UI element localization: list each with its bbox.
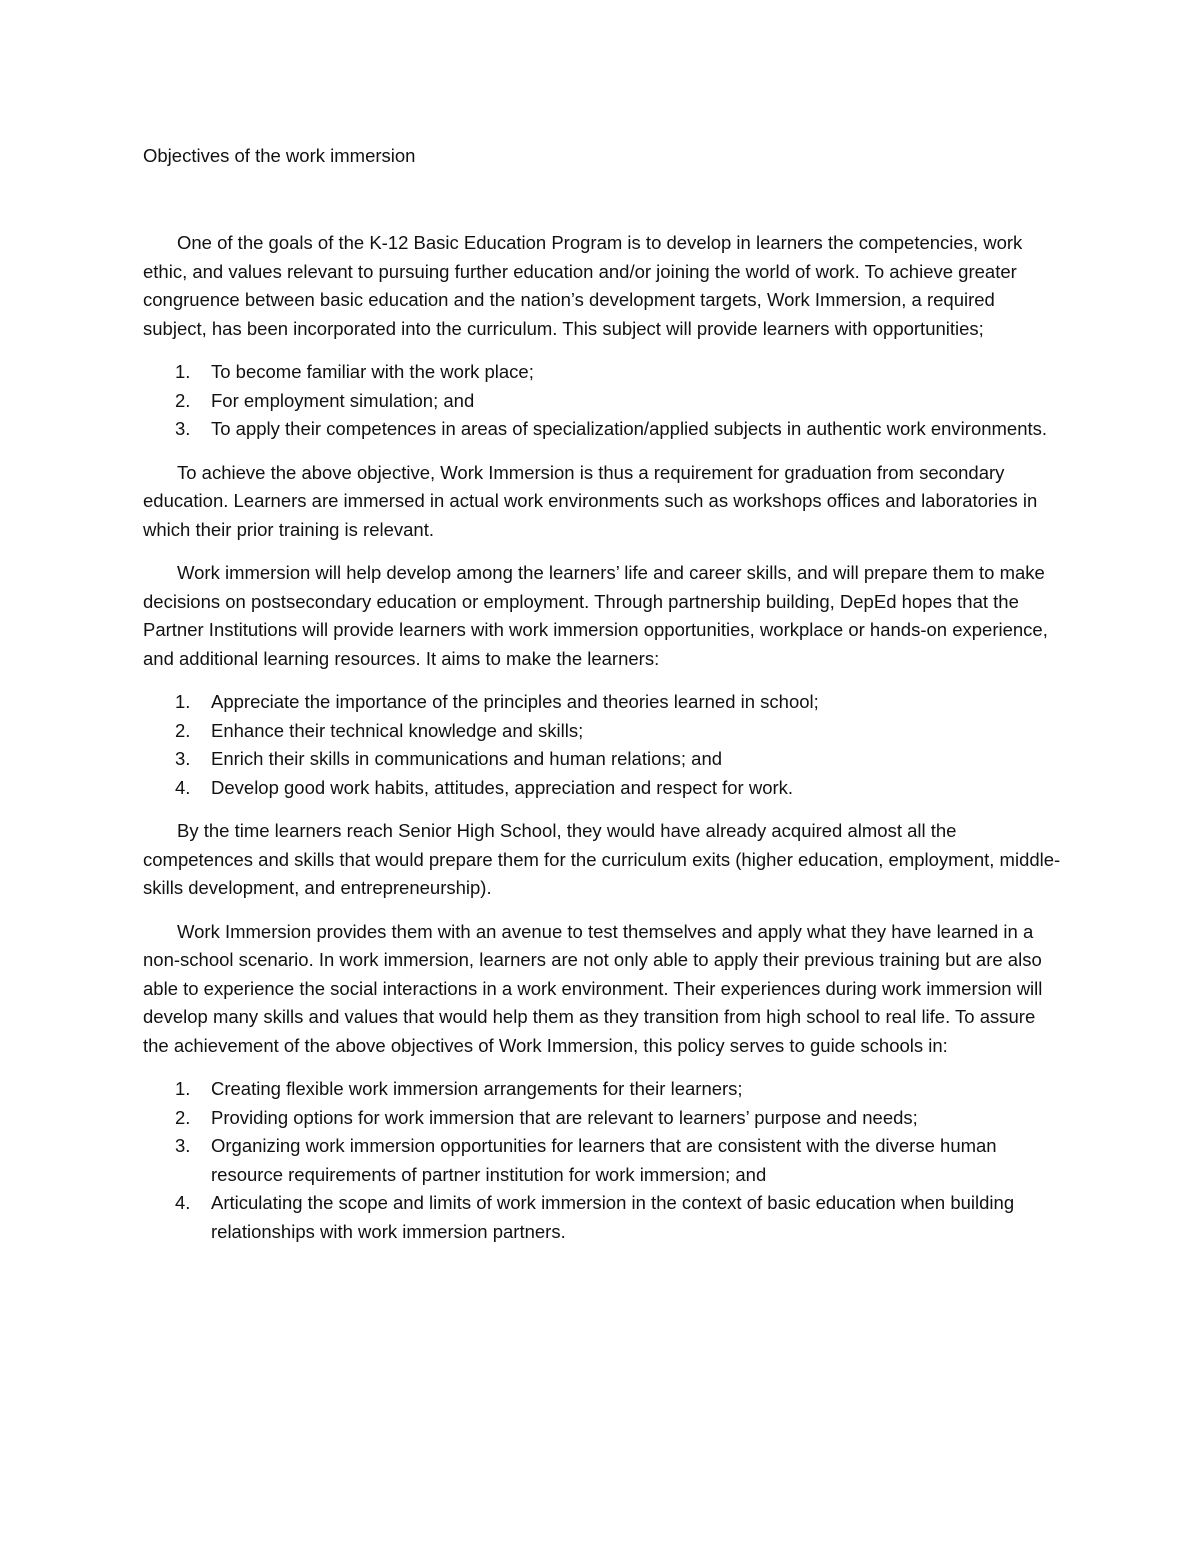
aims-list (143, 688, 1063, 802)
list-item-text: Articulating the scope and limits of work immersion in the context of basic education when building relationships with work immersion partners. (211, 1192, 1015, 1242)
list-item (143, 774, 1063, 803)
list-item-text: Enhance their technical knowledge and skills; (211, 719, 584, 741)
list-number: 3. (175, 748, 191, 769)
list-number: 1. (175, 361, 191, 382)
list-item-text: Providing options for work immersion that are relevant to learners’ purpose and needs; (211, 1106, 918, 1128)
paragraph-partnership: Work immersion will help develop among the learners’ life and career skills, and will prepare them to make decisions on postsecondary education or employment. Through partnership building, DepEd hopes that the Partner Institutions will provide learners with work immersion opportunities, workplace or hands-on experience, and additional learning resources. It aims to make the learners: (143, 562, 1048, 669)
list-number: 3. (175, 418, 191, 439)
paragraph-senior-high: By the time learners reach Senior High School, they would have already acquired almost all the competences and skills that would prepare them for the curriculum exits (higher education, employment, middle-skills development, and entrepreneurship). (143, 820, 1061, 898)
list-item (143, 415, 1063, 444)
paragraph-goals: One of the goals of the K-12 Basic Education Program is to develop in learners the competencies, work ethic, and values relevant to pursuing further education and/or joining the world of work. To achieve greater congruence between basic education and the nation’s development targets, Work Immersion, a required subject, has been incorporated into the curriculum. This subject will provide learners with opportunities; (143, 232, 1023, 339)
list-item (143, 1189, 1063, 1246)
list-item-text: To become familiar with the work place; (211, 361, 534, 382)
list-number: 4. (175, 776, 191, 798)
list-number: 1. (175, 691, 191, 712)
paragraph-requirement: To achieve the above objective, Work Immersion is thus a requirement for graduation from secondary education. Learners are immersed in actual work environments such as workshops offices and laboratories in which their prior training is relevant. (143, 461, 1038, 540)
paragraph-avenue: Work Immersion provides them with an avenue to test themselves and apply what they have learned in a non-school scenario. In work immersion, learners are not only able to apply their previous training but are also able to experience the social interactions in a work environment. Their experiences during work immersion will develop many skills and values that would help them as they transition from high school to real life. To assure the achievement of the above objectives of Work Immersion, this policy serves to guide schools in: (143, 920, 1043, 1056)
list-number: 4. (175, 1192, 191, 1213)
list-item (143, 688, 1063, 717)
list-item-text: Enrich their skills in communications and human relations; and (211, 748, 723, 769)
list-number: 2. (175, 1106, 191, 1128)
list-item (143, 1132, 1063, 1189)
list-item (143, 1075, 1063, 1104)
list-item-text: Organizing work immersion opportunities for learners that are consistent with the diverse human resource requirements of partner institution for work immersion; and (211, 1135, 997, 1185)
list-number: 2. (175, 719, 191, 741)
list-number: 1. (175, 1078, 191, 1099)
document-body (143, 229, 1063, 1261)
list-number: 2. (175, 389, 191, 411)
list-item (143, 717, 1063, 746)
list-item-text: Creating flexible work immersion arrangements for their learners; (211, 1078, 743, 1099)
list-item-text: Develop good work habits, attitudes, appreciation and respect for work. (211, 776, 794, 798)
list-item-text: Appreciate the importance of the principles and theories learned in school; (211, 691, 819, 712)
list-number: 3. (175, 1135, 191, 1156)
list-item-text: For employment simulation; and (211, 389, 475, 411)
list-item (143, 745, 1063, 774)
list-item (143, 358, 1063, 387)
guide-list (143, 1075, 1063, 1246)
list-item (143, 387, 1063, 416)
opportunities-list (143, 358, 1063, 444)
list-item (143, 1104, 1063, 1133)
list-item-text: To apply their competences in areas of specialization/applied subjects in authentic work environments. (211, 418, 1048, 439)
document-title: Objectives of the work immersion (143, 145, 416, 166)
